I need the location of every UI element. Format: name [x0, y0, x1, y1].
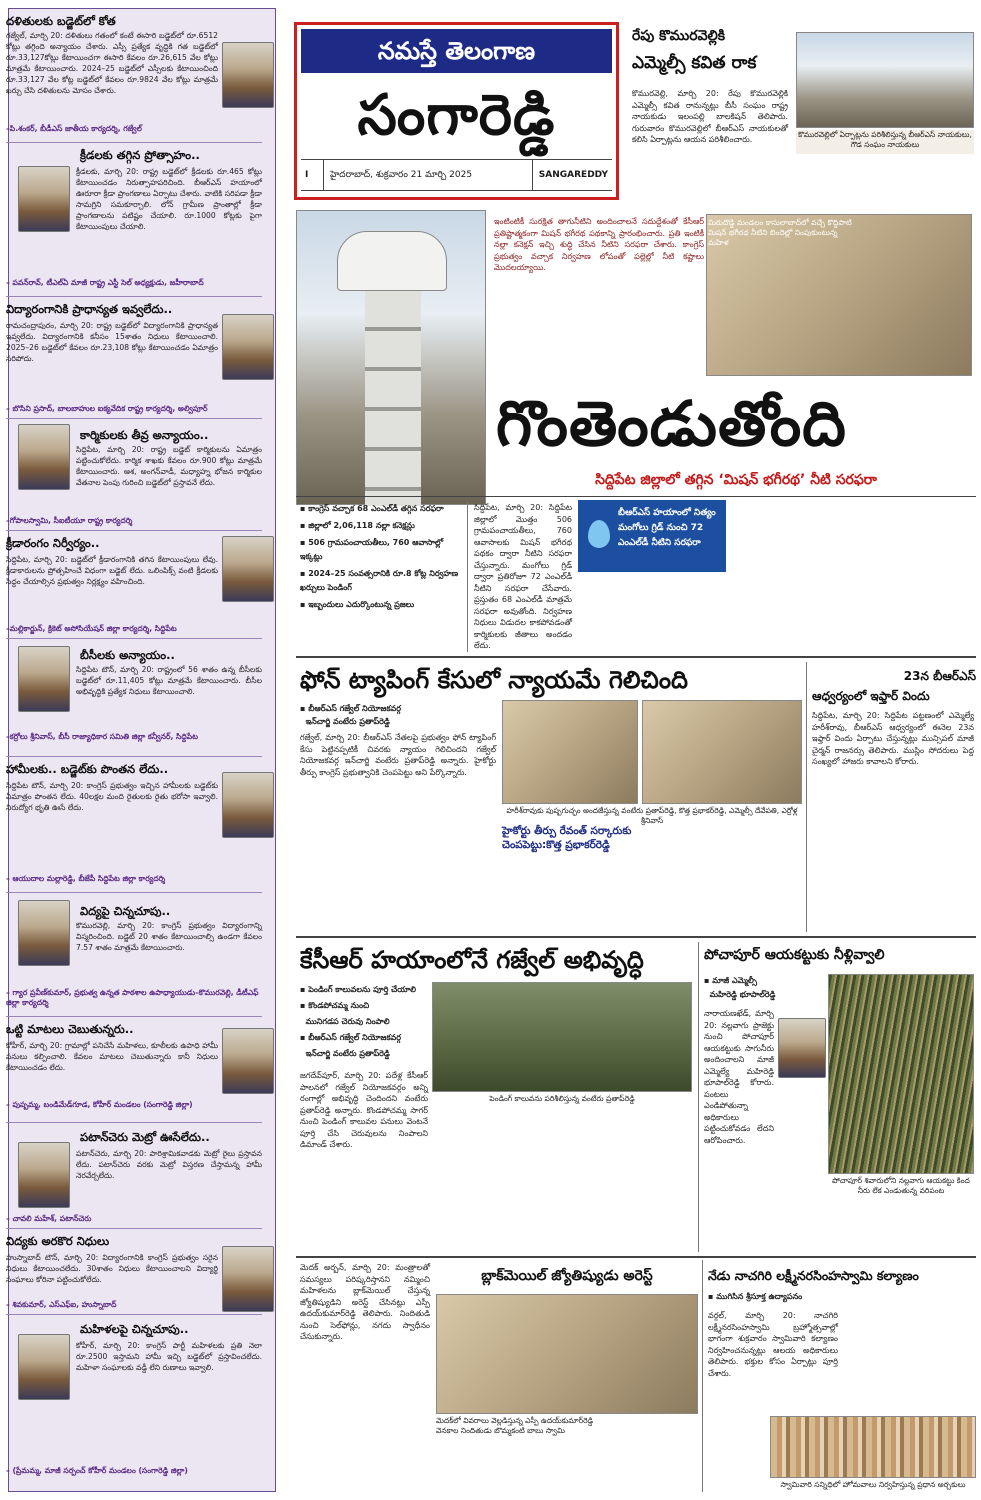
sidebar-article-body: రామచంద్రాపురం, మార్చి 20: రాష్ట్ర బడ్జెట్‌లో విద్యారంగానికి ప్రాధాన్యత ఇవ్వలేదు. విద్యారంగానికి కనీసం 15శాతం నిధులు కేటాయించాలి. 2025–26 బడ్జెట్‌లో కేవలం రూ.23,108 కోట్లు కేటాయించడం ఏమాత్రం సరిపోదు. [6, 321, 218, 363]
story-body: సిద్దిపేట, మార్చి 20: సిద్దిపేట జిల్లాలో మొత్తం 506 గ్రామపంచాయతీలు, 760 ఆవాసాలకు మిషన్ భగీరథ పథకం ద్వారా నీటిని సరఫరా చేస్తున్నారు. మంగోలు గ్రిడ్ ద్వారా ప్రతిరోజూ 72 ఎంఎల్‌డీ నీటిని సరఫరా చేసేవారు. ప్రస్తుతం 68 ఎంఎల్‌డీ మాత్రమే సరఫరా అవుతోంది. నిర్వహణ నిధులు విడుదల కాకపోవడంతో కార్మికులకు జీతాలు అందడం లేదు. [474, 503, 572, 650]
divider [6, 892, 262, 893]
portrait-photo [222, 42, 274, 108]
story-body: మెదక్ అర్బన్, మార్చి 20: మంత్రాలతో సమస్యలు పరిష్కరిస్తానని నమ్మించి మహిళలను బ్లాక్‌మెయిల్ చేస్తున్న జ్యోతిష్యుడిని అరెస్ట్ చేసినట్లు ఎస్పీ ఉదయ్‌కుమార్‌రెడ్డి తెలిపారు. నిందితుడి నుంచి సెల్‌ఫోన్లు, నగదు స్వాధీనం చేసుకున్నారు. [300, 1263, 430, 1341]
portrait-photo [18, 646, 70, 712]
sidebar-article-title: ఒట్టి మాటలు చెబుతున్నరు.. [6, 1022, 134, 1036]
photo-caption: పెండింగ్ కాలువను పరిశీలిస్తున్న వంటేరు ప్రతాప్‌రెడ్డి [489, 1094, 635, 1103]
canal-photo [432, 982, 692, 1092]
masthead [294, 22, 619, 200]
dry-crop-photo [828, 974, 974, 1174]
divider [296, 656, 976, 658]
callout-text: బీఆర్‌ఎస్ హయాంలో నిత్యం మంగోలు గ్రిడ్ నుంచి 72 ఎంఎల్‌డీ నీటిని సరఫరా [618, 508, 716, 548]
sidebar-article-title: విద్యకు అరకొర నిధులు [6, 1234, 110, 1248]
portrait-photo [18, 1334, 70, 1400]
iftar-headline: 23న బీఆర్‌ఎస్ ఆధ్వర్యంలో ఇఫ్తార్ విందు [812, 669, 976, 703]
photo-caption: మిరుదొడ్డి మండలం కాసులాబాద్‌లో వచ్చే కొద్దిపాటి మిషన్ భగీరథ నీటిని బిందెల్లో నింపుకుంటున్న మహిళ [708, 218, 852, 247]
story-point: ▪ ముగిసిన శ్రీసూక్త ఉద్యాపనం [708, 1292, 803, 1301]
sidebar-article-body-cont [6, 246, 262, 268]
divider [296, 496, 976, 497]
story-headline: కేసీఆర్ హయాంలోనే గజ్వేల్ అభివృద్ధి [300, 946, 644, 974]
news-photo [642, 700, 802, 804]
story-headline: ఎమ్మెల్సీ కవిత రాక [632, 53, 757, 73]
sidebar-article-body: సిద్దిపేట టౌన్, మార్చి 20: కాంగ్రెస్ ప్రభుత్వం ఇచ్చిన హామీలకు బడ్జెట్‌కు ఏమాత్రం పొంతన లేదు. 40లక్షల మంది రైతులకు రైతు భరోసా ఇవ్వాలి. నిరుద్యోగ భృతి ఊసే లేదు. [6, 781, 218, 812]
sidebar-article-byline: – పుష్పమ్మ, బండిమేడ్‌గూడ, కోహీర్ మండలం (సంగారెడ్డి జిల్లా) [6, 1100, 193, 1109]
story-point: ▪ బీఆర్‌ఎస్ గజ్వేల్ నియోజకవర్గ [300, 704, 401, 713]
edition-english: SANGAREDDY [532, 160, 608, 190]
story-points [300, 982, 430, 1062]
sidebar-article-body: సిద్దిపేట టౌన్, మార్చి 20: రాష్ట్రంలో 56 శాతం ఉన్న బీసీలకు బడ్జెట్‌లో రూ.11,405 కోట్లు మాత్రమే కేటాయించారు. బీసీల అభివృద్ధికి ప్రత్యేక నిధులు కేటాయించాలి. [76, 665, 262, 696]
story-kicker: రేపు కొమురవెల్లికి [632, 28, 726, 44]
portrait-photo [222, 536, 274, 602]
sidebar-article-title: బీసీలకు అన్యాయం.. [80, 648, 175, 662]
divider [6, 1314, 262, 1315]
fact-item: ▪ 2024–25 సంవత్సరానికి రూ.8 కోట్ల నిర్వహణ ఖర్చులు పెండింగ్ [300, 569, 459, 592]
sidebar-article-byline: –కర్రోలు శ్రీనివాస్, బీసీ రాజ్యాధికార సమితి జిల్లా కన్వీనర్, సిద్దిపేట [6, 732, 198, 741]
story-body-cont [854, 502, 974, 652]
story-body: జగదేవ్‌పూర్, మార్చి 20: పదేళ్ల కేసీఆర్ పాలనలో గజ్వేల్ నియోజకవర్గం అన్ని రంగాల్లో అభివృద్ధి చెందిందని వంటేరు ప్రతాప్‌రెడ్డి అన్నారు. కొండపోచమ్మ సాగర్ నుంచి పెండింగ్ కాలువల పనులు వెంటనే పూర్తి చేసి చెరువులను నింపాలని డిమాండ్ చేశారు. [300, 1071, 428, 1149]
story-body-cont [568, 1438, 698, 1492]
sidebar-article-byline: – గ్యార ప్రవీణ్‌కుమార్, ప్రభుత్వ ఉన్నత పాఠశాల ఉపాధ్యాయుడు–కొమురవెల్లి, డీటీఎఫ్ జిల్లా కార్యదర్శి [6, 988, 259, 1007]
sidebar-article-title: హామీలకు.. బడ్జెట్‌కు పొంతన లేదు.. [6, 762, 169, 776]
divider [6, 756, 262, 757]
portrait-photo [18, 900, 70, 966]
sidebar-article-body: కొమురవెల్లి, మార్చి 20: కాంగ్రెస్ ప్రభుత్వం విద్యారంగాన్ని విస్మరించింది. బడ్జెట్ 20 శాతం కేటాయించాల్సి ఉండగా కేవలం 7.57 శాతం మాత్రమే కేటాయించారు. [76, 921, 262, 952]
sidebar-article-title: విద్యారంగానికి ప్రాధాన్యత ఇవ్వలేదు.. [6, 302, 173, 316]
fact-box [300, 502, 468, 652]
sidebar-article-body: కోహీర్, మార్చి 20: గ్రామాల్లో పనిచేసే మహిళలు, కూలీలకు ఉపాధి హామీ పనులు కల్పించాలి. కేవలం మాటలు చెబుతున్నారు కానీ నిధులు కేటాయించడం లేదు. [6, 1041, 218, 1072]
story-point: మహిరెడ్డి భూపాల్‌రెడ్డి [709, 990, 776, 999]
story-headline: పోచాపూర్ ఆయకట్టుకు నీళ్లివ్వాలి [704, 947, 885, 963]
water-drop-icon [588, 520, 610, 548]
sidebar-article-byline: – (ప్రేమమ్మ, మాజీ సర్పంచ్ కోహీర్ మండలం (సంగారెడ్డి జిల్లా) [6, 1466, 188, 1475]
story-body: నారాయణఖేడ్, మార్చి 20: నల్లవాగు ప్రాజెక్టు నుంచి పోచాపూర్ ఆయకట్టుకు సాగునీరు అందించాలని మాజీ ఎమ్మెల్యే మహిరెడ్డి భూపాల్‌రెడ్డి కోరారు. పంటలు ఎండిపోతున్నా అధికారులు పట్టించుకోవడం లేదని ఆరోపించారు. [704, 1009, 774, 1145]
photo-caption: పోచాపూర్ శివారులోని నల్లవాగు ఆయకట్టు కింద నీరు లేక ఎండుతున్న వరిపంట [832, 1176, 970, 1195]
story-points [704, 974, 824, 1002]
story-body-cont [844, 1292, 976, 1410]
main-subheadline: సిద్దిపేట జిల్లాలో తగ్గిన ‘మిషన్ భగీరథ’ నీటి సరఫరా [595, 472, 877, 488]
story-point: మునిగడప చెరువు నింపాలి [305, 1017, 390, 1026]
portrait-photo [222, 314, 274, 380]
portrait-photo [778, 1018, 826, 1078]
divider [6, 296, 262, 297]
sidebar-article-byline: – బొసిని ప్రసాద్, బాలబాహుల ఐక్యవేదిక రాష్ట్ర కార్యదర్శి, అల్విపూర్ [6, 404, 208, 413]
story-point: ఇన్‌చార్జి వంటేరు ప్రతాప్‌రెడ్డి [305, 1049, 390, 1058]
sidebar-article-title: కార్మికులకు తీవ్ర అన్యాయం.. [80, 428, 209, 442]
sidebar-article-title: మహిళలపై చిన్నచూపు.. [80, 1322, 189, 1336]
sidebar-article-byline: – ఆయుదాల మల్లారెడ్డి, బీజేపీ సిద్దిపేట జిల్లా కార్యదర్శి [6, 874, 166, 883]
story-body-cont [732, 502, 848, 652]
photo-caption: మెదక్‌లో వివరాలు వెల్లడిస్తున్న ఎస్పీ ఉదయ్‌కుమార్‌రెడ్డి వెనకాల నిందితుడు బొమ్మకంటి బాబు స్వామి [436, 1416, 594, 1435]
sidebar-article-byline: – చావలి మహేశ్, పటాన్‌చెరు [6, 1214, 92, 1223]
fact-item: ▪ కాంగ్రెస్ వచ్చాక 68 ఎంఎల్‌డీ తగ్గిన సరఫరా [300, 504, 444, 513]
fact-item: ▪ జిల్లాలో 2,06,118 నల్లా కనెక్షన్లు [300, 521, 415, 530]
portrait-photo [18, 424, 70, 490]
story-body: సిద్దిపేట, మార్చి 20: సిద్దిపేట పట్టణంలో ఎమ్మెల్యే హరీశ్‌రావు, బీఆర్‌ఎస్ ఆధ్వర్యంలో ఈనెల 23న ఇఫ్తార్ విందు ఏర్పాటు చేస్తున్నట్లు మున్సిపల్ మాజీ చైర్మన్ రాజనర్సు తెలిపారు. ముస్లిం సోదరులు పెద్ద సంఖ్యలో హాజరు కావాలని కోరారు. [812, 711, 974, 766]
callout-box [578, 500, 726, 572]
sidebar-article-body: క్రీడలకు, మార్చి 20: రాష్ట్ర బడ్జెట్‌లో క్రీడలకు రూ.465 కోట్లు కేటాయించడం నిరుత్సాహపరిచింది. బీఆర్‌ఎస్ హయాంలో ఊరూరా క్రీడా ప్రాంగణాలు ఏర్పాటు చేశారు. వాటికి సరిపడా క్రీడా సామగ్రిని సమకూర్చాలి. లోన్ గ్రామీణ ప్రాంతాల్లో క్రీడా ప్రాంగణాలను పటిష్టం చేయాలి. రూ.1000 కోట్లకు పైగా కేటాయింపులు చేయాలి. [76, 167, 262, 231]
sidebar-article-body: సిద్దిపేట, మార్చి 20: బడ్జెట్‌లో క్రీడారంగానికి తగిన కేటాయింపులు లేవు. క్రీడాకారులను ప్రోత్సహించే విధంగా బడ్జెట్ లేదు. ఒలింపిక్స్ వంటి క్రీడలకు సిద్ధం చేయాల్సిన ప్రభుత్వం నిర్లక్ష్యం వహించింది. [6, 555, 218, 586]
portrait-photo [222, 1028, 274, 1094]
main-headline: గొంతెండుతోంది [496, 387, 847, 460]
story-point: ▪ పెండింగ్ కాలువలను పూర్తి చేయాలి [300, 985, 416, 994]
sidebar-article-title: క్రీడారంగం నిర్వీర్యం.. [6, 536, 100, 550]
fact-item: ▪ ఇబ్బందులు ఎదుర్కొంటున్న ప్రజలు [300, 600, 415, 609]
portrait-photo [18, 166, 70, 232]
divider [296, 1256, 976, 1258]
sidebar-article-title: దళితులకు బడ్జెట్‌లో కోత [6, 14, 116, 28]
dateline-strip [301, 159, 612, 191]
water-intro: ఇంటింటికీ సురక్షిత తాగునీటిని అందించాలనే సదుద్దేశంతో కేసీఆర్ ప్రతిష్టాత్మకంగా మిషన్ భగీరథ పథకాన్ని ప్రారంభించారు. ప్రతి ఇంటికీ నల్లా కనెక్షన్ ఇచ్చి శుద్ధి చేసిన నీటిని సరఫరా చేశారు. కాంగ్రెస్ ప్రభుత్వం వచ్చాక నిర్వహణ లోపంతో పల్లెల్లో నీటి కష్టాలు మొదలయ్యాయి. [494, 217, 704, 272]
divider [6, 638, 262, 639]
news-photo [502, 700, 638, 804]
story-point: ▪ బీఆర్‌ఎస్ గజ్వేల్ నియోజకవర్గ [300, 1033, 401, 1042]
story-body-cont [562, 1108, 692, 1250]
story-point: ▪ కొండపోచమ్మ నుంచి [300, 1001, 370, 1010]
story-headline: నేడు నాచగిరి లక్ష్మీనరసింహస్వామి కల్యాణం [708, 1268, 919, 1283]
photo-caption: స్వామివారి సన్నిధిలో హోమవాలు నిర్వహిస్తున్న ప్రధాన అర్చకులు [780, 1480, 966, 1489]
fact-item: ▪ 506 గ్రామపంచాయతీలు, 760 ఆవాసాల్లో ఇక్కట్లు [300, 538, 444, 561]
kavitha-story [632, 28, 792, 77]
story-body-cont [432, 1108, 558, 1250]
dateline: హైదరాబాద్, శుక్రవారం 21 మార్చి 2025 [323, 160, 472, 190]
story-points [300, 702, 500, 728]
divider [6, 1228, 262, 1229]
divider [6, 1016, 262, 1017]
story-body: గజ్వేల్, మార్చి 20: బీఆర్‌ఎస్ నేతలపై ప్రభుత్వం ఫోన్ ట్యాపింగ్ కేసు పెట్టినప్పటికీ చివరకు న్యాయం గెలిచిందని గజ్వేల్ నియోజకవర్గ ఇన్‌చార్జి వంటేరు ప్రతాప్‌రెడ్డి అన్నారు. హైకోర్టు తీర్పు కాంగ్రెస్ ప్రభుత్వానికి చెంపపెట్టు అని పేర్కొన్నారు. [300, 733, 496, 777]
story-body-cont [828, 1200, 974, 1250]
photo-caption: హరీశ్‌రావుకు పుష్పగుచ్ఛం అందజేస్తున్న వంటేరు ప్రతాప్‌రెడ్డి, కొత్త ప్రభాకర్‌రెడ్డి, ఎమ్మెల్సీ దేవేపతి, ఎర్రోళ్ల శ్రీనివాస్ [506, 806, 798, 825]
column-divider [698, 942, 699, 1252]
story-body-cont [578, 576, 726, 652]
story-body-cont [796, 156, 974, 202]
sidebar-article-body: గజ్వేల్, మార్చి 20: దళితులు గతంలో కంటే ఈసారి బడ్జెట్‌లో రూ.6512 కోట్లు తగ్గింది అన్యాయం చేశారు. ఎస్సీ ప్రత్యేక వృద్ధికి గత బడ్జెట్‌లో రూ.33,127కోట్లు కేటాయించగా ఈసారి కేవలం రూ.26,615 వేల కోట్లు మాత్రమే కేటాయించారు. 2024–25 బడ్జెట్‌లో ఎస్సీలకు కేటాయించింది రూ.33,127 వేల కోట్ల బడ్జెట్‌లో కేవలం రూ.9824 వేల కోట్లు మాత్రమే ఖర్చు చేసి దళితులను మోసం చేశారు. [6, 31, 218, 95]
story-point: ▪ మాజీ ఎమ్మెల్సీ [704, 976, 758, 985]
portrait-photo [18, 1142, 70, 1208]
story-headline: ఫోన్ ట్యాపింగ్ కేసులో న్యాయమే గెలిచింది [300, 666, 688, 694]
sidebar-article-byline: –మల్లికార్జున్, క్రికెట్ అసోసియేషన్ జిల్లా కార్యదర్శి, సిద్దిపేట [6, 624, 177, 633]
sidebar-article-byline: –గోపాలస్వామి, సీఐటీయూ రాష్ట్ర కార్యదర్శి [6, 516, 133, 525]
edition-title: సంగారెడ్డి [357, 83, 556, 148]
sidebar-article-title: పటాన్‌చెరు మెట్రో ఊసేలేదు.. [80, 1130, 210, 1144]
divider [296, 936, 976, 938]
story-body-cont [436, 1438, 564, 1492]
sidebar-article-title: క్రీడలకు తగ్గిన ప్రోత్సాహం.. [80, 148, 200, 162]
column-divider [806, 662, 807, 932]
divider [6, 1122, 262, 1123]
sidebar-article-byline: –పి.శంకర్, బీడీఎస్ జాతీయ కార్యదర్శి, గజ్వేల్ [6, 124, 142, 133]
sidebar-article-body: పటాన్‌చెరు, మార్చి 20: పారిశ్రామికవాడకు మెట్రో రైలు ప్రస్తావన లేదు. పటాన్‌చెరు వరకు మెట్రో విస్తరణ చేస్తామన్న హామీ నెరవేర్చలేదు. [76, 1149, 262, 1180]
sidebar-article [6, 14, 262, 31]
story-subheadline: హైకోర్టు తీర్పు రేవంత్ సర్కారుకు చెంపపెట్టు:కొత్త ప్రభాకర్‌రెడ్డి [502, 825, 632, 851]
portrait-photo [222, 772, 274, 838]
temple-ritual-photo [770, 1416, 976, 1478]
sidebar-article-body: కోహీర్, మార్చి 20: కాంగ్రెస్ పార్టీ మహిళలకు ప్రతి నెలా రూ.2500 ఇస్తామని హామీ ఇచ్చి బడ్జెట్‌లో ప్రస్తావించలేదు. మహిళా సంఘాలకు వడ్డీ లేని రుణాలు ఇవ్వాలి. [76, 1341, 262, 1372]
sidebar-article-byline: – పవన్‌రావ్, టీఎల్‌ఏ మాజీ రాష్ట్ర ఎస్టీ సెల్ అధ్యక్షుడు, జహీరాబాద్ [6, 278, 204, 287]
story-point: ఇన్‌చార్జి వంటేరు ప్రతాప్‌రెడ్డి [305, 717, 390, 726]
divider [6, 530, 262, 531]
sidebar-article-title: విద్యపై చిన్నచూపు.. [80, 904, 171, 918]
water-tank-photo [296, 210, 486, 505]
story-body: కొమురవెల్లి, మార్చి 20: రేపు కొమురవెల్లికి ఎమ్మెల్సీ కవిత రానున్నట్లు బీసీ సంఘం రాష్ట్ర నాయకుడు ఇలంపల్లి బాలకిషన్ తెలిపారు. గురువారం కొమురవెల్లిలో బీఆర్‌ఎస్ నాయకులతో కలిసి ఏర్పాట్లను ఆయన పరిశీలించారు. [632, 89, 788, 144]
story-body-cont [704, 1080, 824, 1250]
divider [6, 418, 262, 419]
story-headline: బ్లాక్‌మెయిల్ జ్యోతిష్యుడు అరెస్ట్ [481, 1268, 653, 1284]
column-divider [702, 1260, 703, 1492]
story-body: వర్గల్, మార్చి 20: నాచగిరి లక్ష్మీనరసింహస్వామి బ్రహ్మోత్సవాల్లో భాగంగా శుక్రవారం స్వామివారి కల్యాణం నిర్వహించనున్నట్లు ఆలయ అధికారులు తెలిపారు. భక్తుల కోసం ఏర్పాట్లు పూర్తి చేశారు. [708, 1311, 838, 1378]
paper-name: నమస్తే తెలంగాణ [301, 29, 612, 73]
story-body-cont [502, 856, 698, 936]
page-number: I [305, 170, 309, 180]
sidebar-article-body: సిద్దిపేట, మార్చి 20: రాష్ట్ర బడ్జెట్ కార్మికులను ఏమాత్రం పట్టించుకోలేదు. కార్మిక శాఖకు కేవలం రూ.900 కోట్లు మాత్రమే కేటాయించారు. ఆశ, అంగన్‌వాడీ, మధ్యాహ్న భోజన కార్మికుల వేతనాల పెంపు గురించి బడ్జెట్‌లో ప్రస్తావనే లేదు. [76, 445, 262, 487]
news-photo [796, 32, 974, 128]
photo-caption: కొమురవెల్లిలో ఏర్పాట్లను పరిశీలిస్తున్న బీఆర్‌ఎస్ నాయకులు, గౌడ సంఘం నాయకులు [796, 130, 974, 154]
story-body-cont [702, 824, 802, 936]
story-body-cont [708, 1416, 766, 1492]
sidebar-article-byline: – శివకుమార్, ఎస్‌ఎఫ్‌ఐ, హుస్నాబాద్ [6, 1300, 117, 1309]
press-meet-photo [436, 1294, 698, 1414]
divider [6, 142, 262, 143]
sidebar-article-body: హుస్నాబాద్ టౌన్, మార్చి 20: విద్యారంగానికి కాంగ్రెస్ ప్రభుత్వం సరైన నిధులు కేటాయించలేదు. 30శాతం నిధులు కేటాయించాలని విద్యార్థి సంఘాలు కోరినా పట్టించుకోలేదు. [6, 1253, 218, 1284]
